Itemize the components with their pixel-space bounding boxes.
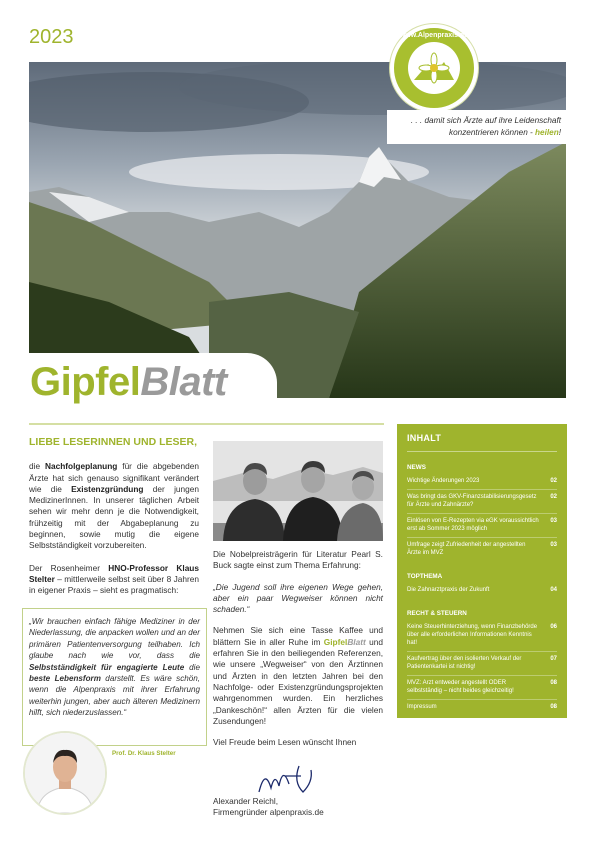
quote-box: „Wir brauchen einfach fähige Mediziner in der Niederlassung, die anpacken wollen und an der primären Patientenversorgung teilhaben. Ich glaube nach wie vor, dass die Selbstständigkeit für engagierte Leute die beste Lebensform darstellt. Es wäre schön, wenn die Alpenpraxis mit ihrer Erfahrung weiterhin jungen, aber auch älteren Medizinern hilft, sich niederzuslassen.“ — [22, 608, 207, 746]
edelweiss-icon — [408, 42, 460, 94]
tagline — [387, 110, 567, 144]
title-part1: Gipfel — [30, 360, 141, 404]
tagline-end: ! — [558, 128, 561, 137]
toc-item[interactable]: Einlösen von E-Rezepten via eGK voraussichtlich erst ab Sommer 2023 möglich 03 — [407, 513, 557, 537]
intro-paragraph-1: die Nachfolgeplanung für die abgebenden Ärzte hat sich genauso signifikant verändert wie die Existenzgründung der jungen MedizinerInnen. In unserer täglichen Arbeit sehen wir mehr denn je die Notwendigkeit, frühzeitig mit der Abgabeplanung zu beginnen, sowie mutig die eigene Selbstständigkeit vorzubereiten. — [29, 461, 199, 551]
tagline-line1: . . . damit sich Ärzte auf ihre Leidenschaft — [410, 116, 561, 125]
signer-name: Alexander Reichl, — [213, 796, 279, 806]
middle-closing: Viel Freude beim Lesen wünscht Ihnen — [213, 737, 357, 748]
title-part2: Blatt — [140, 360, 227, 404]
toc-section-news: NEWS — [407, 464, 426, 471]
toc-item[interactable]: Kaufvertrag über den isolierten Verkauf der Patientenkartei ist nichtig! 07 — [407, 651, 557, 675]
intro-heading: LIEBE LESERINNEN UND LESER, — [29, 436, 198, 448]
middle-paragraph-3: Nehmen Sie sich eine Tasse Kaffee und blättern Sie in aller Ruhe im GipfelBlatt und erfahren Sie in den beiliegenden Referenzen, wie unsere „Wegweiser“ von den Ärztinnen und Ärzten in den letzten Jahren bei den Nachfolge- oder Existenzgründungsprojekten wahrgenommen wurden. Ein herzliches „Dankeschön!“ allen Ärzten für die vielen Zusendungen! — [213, 625, 383, 726]
prof-caption: Prof. Dr. Klaus Stelter — [112, 750, 176, 757]
middle-column — [213, 549, 383, 758]
toc-section-recht: RECHT & STEUERN — [407, 610, 467, 617]
alpenpraxis-logo[interactable] — [390, 24, 478, 112]
avatar — [23, 731, 107, 815]
toc-item[interactable]: Keine Steuerhinterziehung, wenn Finanzbehörde über alle erforderlichen Informationen Kenntnis hat! 06 — [407, 624, 557, 646]
team-photo — [213, 441, 383, 541]
intro-column — [29, 437, 199, 608]
toc-item[interactable]: Wichtige Änderungen 2023 02 — [407, 478, 557, 484]
toc-item[interactable]: Was bringt das GKV-Finanzstabilisierungsgesetz für Ärzte und Zahnärzte? 02 — [407, 489, 557, 513]
toc-item[interactable]: Impressum 08 — [407, 699, 557, 715]
toc-section-topthema: TOPTHEMA — [407, 573, 443, 580]
toc-rule — [407, 451, 557, 452]
logo-url-text: www.Alpenpraxis.de — [399, 32, 469, 39]
middle-quote: „Die Jugend soll ihre eigenen Wege gehen, aber ein paar Wegweiser können nicht schaden.“ — [213, 581, 383, 615]
year-label: 2023 — [29, 26, 74, 48]
signature-name — [213, 796, 324, 819]
tagline-text: konzentrieren können - — [449, 128, 533, 137]
toc-item[interactable]: Die Zahnarztpraxis der Zukunft 04 — [407, 587, 557, 593]
page-title — [30, 360, 227, 405]
table-of-contents — [397, 424, 567, 718]
intro-paragraph-2: Der Rosenheimer HNO-Professor Klaus Stelter – mittlerweile selbst seit über 8 Jahren in eigener Praxis – sieht es pragmatisch: — [29, 562, 199, 596]
signer-role: Firmengründer alpenpraxis.de — [213, 807, 324, 818]
toc-heading: INHALT — [407, 433, 442, 443]
divider — [29, 423, 384, 425]
middle-paragraph-1: Die Nobelpreisträgerin für Literatur Pearl S. Buck sagte einst zum Thema Erfahrung: — [213, 549, 383, 571]
tagline-accent: heilen — [535, 128, 559, 137]
toc-item[interactable]: MVZ: Arzt entweder angestellt ODER selbstständig – nicht beides gleichzeitig! 08 — [407, 675, 557, 699]
tagline-line2 — [387, 127, 561, 139]
toc-item[interactable]: Umfrage zeigt Zufriedenheit der angestellten Ärzte im MVZ 03 — [407, 537, 557, 561]
